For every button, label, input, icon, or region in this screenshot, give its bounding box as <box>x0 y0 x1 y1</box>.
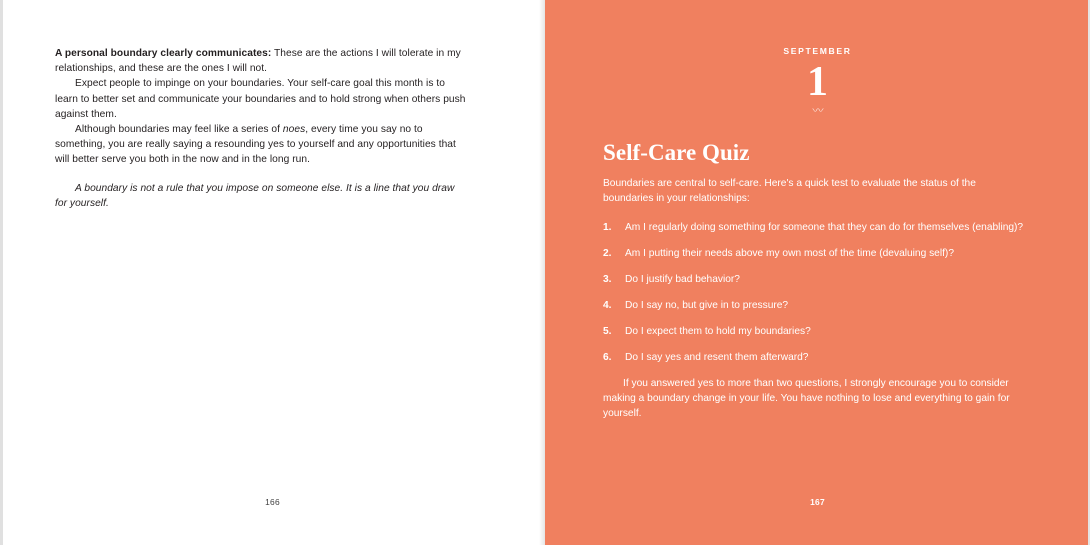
right-page-folio: 167 <box>810 497 825 507</box>
paragraph-3-italic: noes <box>282 124 306 136</box>
month-label: SEPTEMBER <box>783 46 852 56</box>
left-page-folio: 166 <box>265 497 280 507</box>
pull-quote: A boundary is not a rule that you impose on someone else. It is a line that you draw for yourself. <box>55 182 455 209</box>
page-edge-left <box>0 0 3 545</box>
list-item: Am I regularly doing something for someone that they can do for themselves (enabling)? <box>625 222 1024 233</box>
paragraph-1-lead: A personal boundary clearly communicates: <box>55 48 272 59</box>
left-page-body <box>55 46 467 211</box>
paragraph-3 <box>55 122 467 168</box>
paragraph-3-before: Although boundaries may feel like a series of <box>75 124 283 136</box>
list-item: Do I say yes and resent them afterward? <box>625 352 809 363</box>
list-item: Do I say no, but give in to pressure? <box>625 300 789 311</box>
quiz-question-list <box>603 220 1028 365</box>
list-item: Do I justify bad behavior? <box>625 274 740 285</box>
closing-text: If you answered yes to more than two questions, I strongly encourage you to consider making a boundary change in your life. You have nothing to lose and everything to gain for yourself. <box>603 378 1010 419</box>
paragraph-1 <box>55 46 467 76</box>
list-item: Do I expect them to hold my boundaries? <box>625 326 811 337</box>
paragraph-1-text: These are the actions I will tolerate in my relationships, and these are the ones I will not. <box>55 48 461 75</box>
paragraph-3-after: , every time you say no to something, you are really saying a resounding yes to yourself and any opportunities that will better serve you both in the now and in the long run. <box>55 124 456 166</box>
squiggle-ornament-icon: 〰 <box>812 105 823 117</box>
day-number: 1 <box>807 59 828 105</box>
intro-text: Boundaries are central to self-care. Here's a quick test to evaluate the status of the boundaries in your relationships: <box>603 178 976 204</box>
list-item: Am I putting their needs above my own most of the time (devaluing self)? <box>625 248 954 259</box>
page-title: Self-Care Quiz <box>603 140 750 165</box>
paragraph-2: Expect people to impinge on your boundaries. Your self-care goal this month is to learn to better set and communicate your boundaries and to hold strong when others push against them. <box>55 78 466 120</box>
right-page <box>545 0 1090 545</box>
